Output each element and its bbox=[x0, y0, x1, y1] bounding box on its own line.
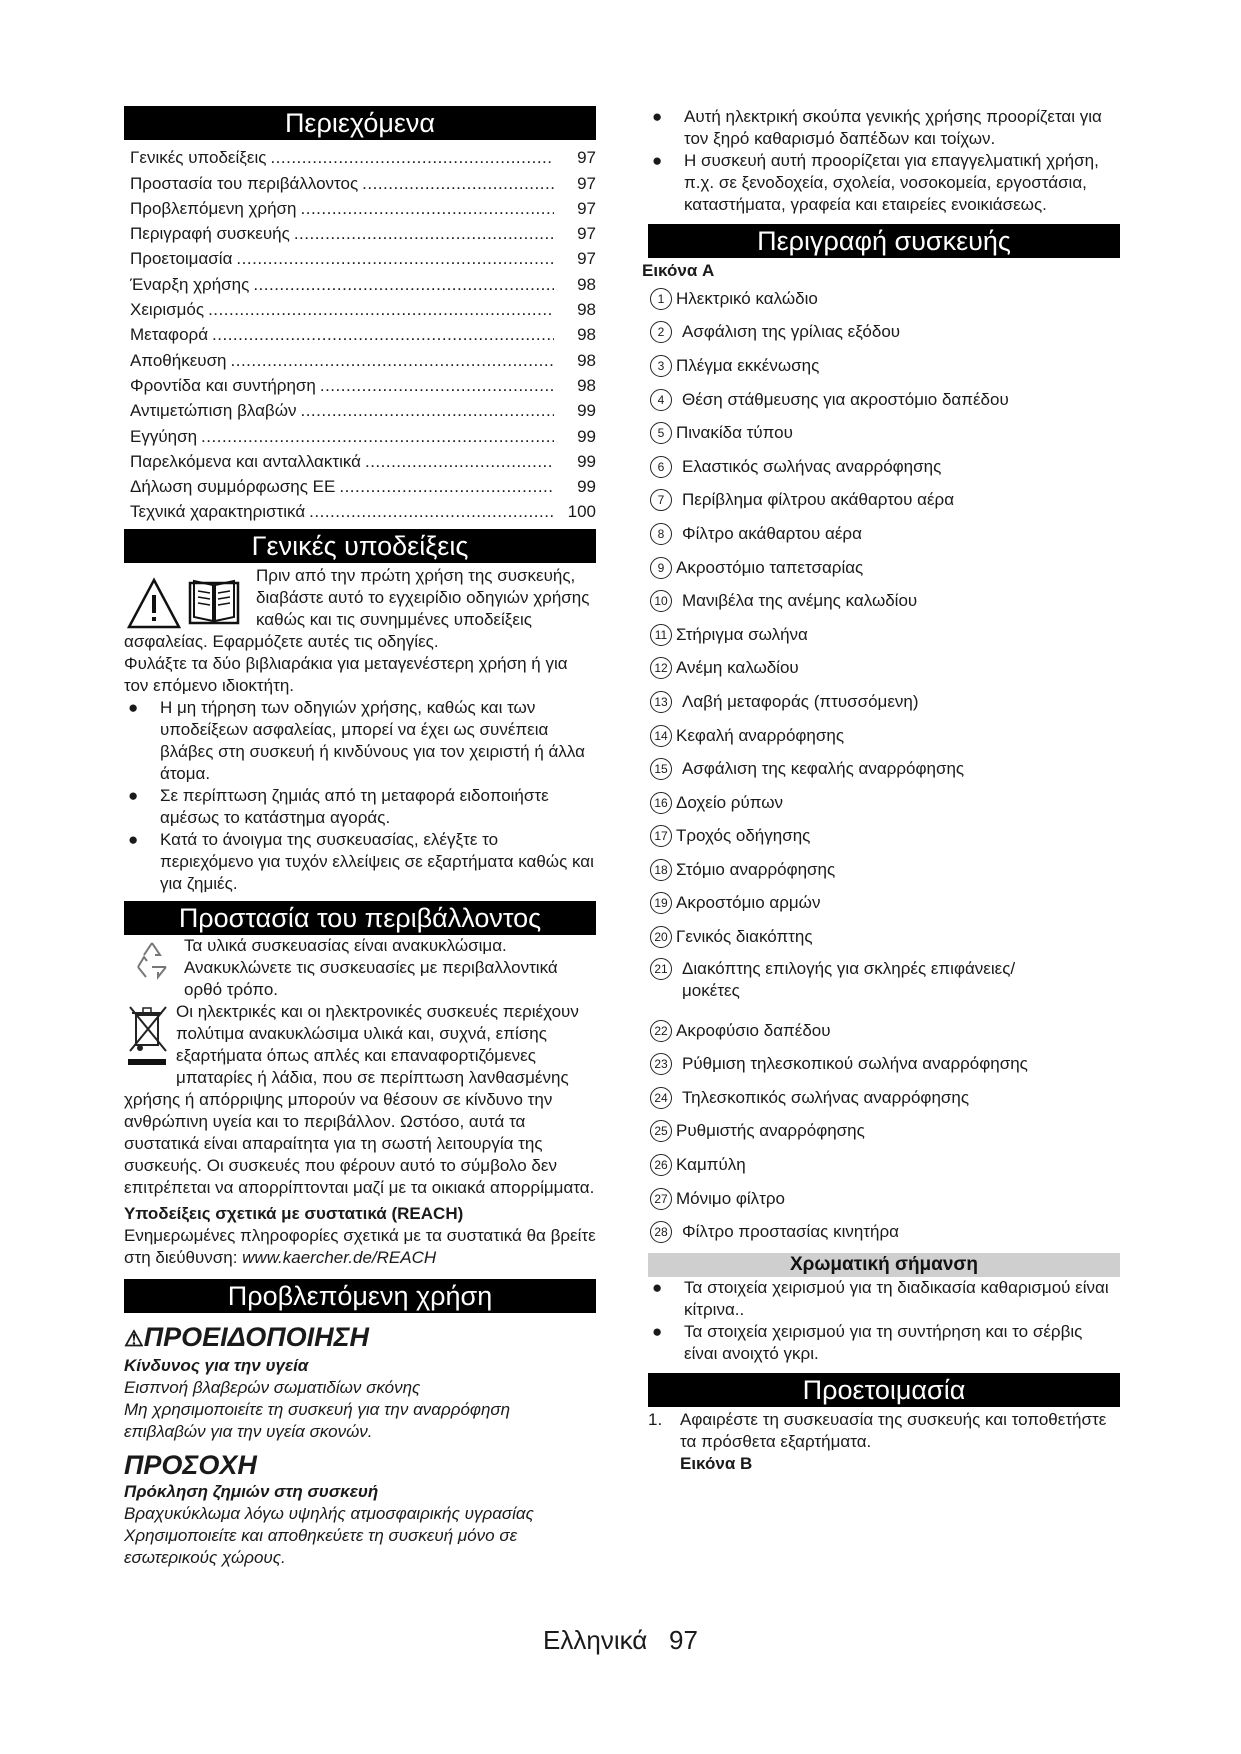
component-label: Ελαστικός σωλήνας αναρρόφησης bbox=[682, 456, 942, 476]
component-number: 11 bbox=[650, 624, 672, 646]
toc-entry[interactable] bbox=[124, 245, 596, 270]
component-item bbox=[648, 1081, 1120, 1115]
preparation-heading: Προετοιμασία bbox=[648, 1373, 1120, 1407]
component-label: Ακροφύσιο δαπέδου bbox=[676, 1020, 831, 1040]
warning-title: ⚠ΠΡΟΕΙΔΟΠΟΙΗΣΗ bbox=[124, 1322, 370, 1353]
crossed-bin-icon bbox=[126, 1003, 170, 1067]
warning-small-icon: ⚠ bbox=[124, 1326, 144, 1352]
component-number: 15 bbox=[650, 758, 672, 780]
caution-line2: Χρησιμοποιείτε και αποθηκεύετε τη συσκευή μόνο σε εσωτερικούς χώρους. bbox=[124, 1526, 518, 1568]
component-item bbox=[648, 383, 1120, 417]
component-label: Ασφάλιση της κεφαλής αναρρόφησης bbox=[682, 759, 965, 779]
component-number: 16 bbox=[650, 792, 672, 814]
component-number: 22 bbox=[650, 1020, 672, 1042]
toc-leader bbox=[294, 223, 554, 245]
general-intro: Πριν από την πρώτη χρήση της συσκευής, διαβάστε αυτό το εγχειρίδιο οδηγιών χρήσης καθώς και τις συνημμένες υποδείξεις ασφαλείας. Εφαρμόζετε αυτές τις οδηγίες. bbox=[124, 566, 590, 652]
toc-list bbox=[124, 144, 596, 523]
component-item bbox=[648, 517, 1120, 551]
component-number: 26 bbox=[650, 1154, 672, 1176]
component-number: 17 bbox=[650, 825, 672, 847]
component-item bbox=[648, 450, 1120, 484]
component-item bbox=[648, 786, 1120, 820]
warning-line1: Εισπνοή βλαβερών σωματιδίων σκόνης bbox=[124, 1378, 421, 1398]
component-number: 18 bbox=[650, 859, 672, 881]
reach-text: Ενημερωμένες πληροφορίες σχετικά με τα συστατικά θα βρείτε στη διεύθυνση: www.kaercher.de/REACH bbox=[124, 1226, 596, 1268]
component-item bbox=[648, 853, 1120, 887]
component-label: Θέση στάθμευσης για ακροστόμιο δαπέδου bbox=[682, 389, 1009, 409]
component-item bbox=[648, 349, 1120, 383]
component-label: Περίβλημα φίλτρου ακάθαρτου αέρα bbox=[682, 490, 955, 510]
toc-entry[interactable] bbox=[124, 270, 596, 295]
toc-entry-title: Περιγραφή συσκευής bbox=[130, 224, 290, 244]
footer-page-number: 97 bbox=[669, 1625, 698, 1655]
component-number: 9 bbox=[650, 557, 672, 579]
component-label: Ασφάλιση της γρίλιας εξόδου bbox=[682, 322, 901, 342]
environment-section bbox=[124, 935, 596, 1269]
toc-entry-title: Προβλεπόμενη χρήση bbox=[130, 198, 297, 218]
component-label: Τηλεσκοπικός σωλήνας αναρρόφησης bbox=[682, 1087, 970, 1107]
reach-link[interactable]: www.kaercher.de/REACH bbox=[242, 1248, 437, 1268]
component-item bbox=[648, 1014, 1120, 1048]
toc-leader bbox=[208, 299, 554, 321]
toc-leader bbox=[201, 426, 554, 448]
toc-leader bbox=[339, 476, 554, 498]
component-number: 8 bbox=[650, 523, 672, 545]
toc-entry-title: Προστασία του περιβάλλοντος bbox=[130, 173, 359, 193]
toc-entry[interactable] bbox=[124, 144, 596, 169]
toc-entry[interactable] bbox=[124, 397, 596, 422]
component-item bbox=[648, 551, 1120, 585]
component-number: 5 bbox=[650, 422, 672, 444]
component-item bbox=[648, 416, 1120, 450]
environment-weee: Οι ηλεκτρικές και οι ηλεκτρονικές συσκευές περιέχουν πολύτιμα ανακυκλώσιμα υλικά και, συχνά, επίσης εξαρτήματα όπως απλές και επαναφορτιζόμενες μπαταρίες ή λάδια, που σε περίπτωση λανθασμένης χρήσης ή απόρριψης μπορούν να θέσουν σε κίνδυνο την ανθρώπινη υγεία και το περιβάλλον. Ωστόσο, αυτά τα συστατικά είναι απαραίτητα για τη σωστή λειτουργία της συσκευής. Οι συσκευές που φέρουν αυτό το σύμβολο δεν επιτρέπεται να απορρίπτονται μαζί με τα οικιακά απορρίμματα. bbox=[124, 1002, 595, 1198]
component-label: Ρυθμιστής αναρρόφησης bbox=[676, 1121, 865, 1141]
component-label: Ηλεκτρικό καλώδιο bbox=[676, 288, 818, 308]
toc-entry-page: 98 bbox=[577, 350, 596, 370]
toc-entry-title: Τεχνικά χαρακτηριστικά bbox=[130, 502, 306, 522]
reach-title: Υποδείξεις σχετικά με συστατικά (REACH) bbox=[124, 1204, 464, 1224]
component-item bbox=[648, 752, 1120, 786]
toc-entry-title: Μεταφορά bbox=[130, 325, 209, 345]
component-item bbox=[648, 1115, 1120, 1149]
component-label: Μόνιμο φίλτρο bbox=[676, 1188, 786, 1208]
component-item bbox=[648, 652, 1120, 686]
component-item bbox=[648, 887, 1120, 921]
component-label: Ακροστόμιο αρμών bbox=[676, 893, 821, 913]
toc-leader bbox=[320, 375, 554, 397]
component-label: Δοχείο ρύπων bbox=[676, 792, 784, 812]
color-coding-heading: Χρωματική σήμανση bbox=[648, 1253, 1120, 1277]
toc-entry-title: Αποθήκευση bbox=[130, 350, 227, 370]
left-column bbox=[124, 106, 596, 1569]
component-item bbox=[648, 484, 1120, 518]
intended-bullet: ● Η συσκευή αυτή προορίζεται για επαγγελματική χρήση, π.χ. σε ξενοδοχεία, σχολεία, νοσοκομεία, εργοστάσια, καταστήματα, γραφεία και εταιρείες ενοικιάσεως. bbox=[652, 151, 1099, 214]
component-label: Ρύθμιση τηλεσκοπικού σωλήνα αναρρόφησης bbox=[682, 1054, 1028, 1074]
component-number: 2 bbox=[650, 321, 672, 343]
toc-entry-title: Προετοιμασία bbox=[130, 249, 233, 269]
toc-entry[interactable] bbox=[124, 169, 596, 194]
component-item bbox=[648, 1215, 1120, 1249]
caution-sub: Πρόκληση ζημιών στη συσκευή bbox=[124, 1482, 379, 1502]
figure-b-label: Εικόνα B bbox=[680, 1454, 753, 1474]
toc-entry-title: Έναρξη χρήσης bbox=[130, 274, 250, 294]
component-label: Πλέγμα εκκένωσης bbox=[676, 355, 820, 375]
component-number: 20 bbox=[650, 926, 672, 948]
toc-entry[interactable] bbox=[124, 473, 596, 498]
component-label: Στόμιο αναρρόφησης bbox=[676, 859, 836, 879]
toc-entry-page: 97 bbox=[577, 224, 596, 244]
component-label: Ανέμη καλωδίου bbox=[676, 658, 799, 678]
component-label: Φίλτρο προστασίας κινητήρα bbox=[682, 1222, 899, 1242]
component-number: 4 bbox=[650, 389, 672, 411]
component-item bbox=[648, 584, 1120, 618]
component-number: 21 bbox=[650, 958, 672, 980]
component-number: 13 bbox=[650, 691, 672, 713]
component-number: 12 bbox=[650, 657, 672, 679]
component-item bbox=[648, 820, 1120, 854]
toc-entry-page: 98 bbox=[577, 300, 596, 320]
preparation-step: 1. Αφαιρέστε τη συσκευασία της συσκευής και τοποθετήστε τα πρόσθετα εξαρτήματα. Εικόνα B bbox=[648, 1410, 1107, 1474]
component-item bbox=[648, 1182, 1120, 1216]
footer-language: Ελληνικά bbox=[543, 1625, 648, 1655]
toc-entry[interactable] bbox=[124, 372, 596, 397]
toc-entry[interactable] bbox=[124, 498, 596, 523]
toc-entry[interactable] bbox=[124, 296, 596, 321]
toc-entry-page: 99 bbox=[577, 477, 596, 497]
warning-sub: Κίνδυνος για την υγεία bbox=[124, 1356, 309, 1376]
toc-leader bbox=[270, 147, 554, 169]
manual-book-icon bbox=[186, 573, 242, 627]
general-keep: Φυλάξτε τα δύο βιβλιαράκια για μεταγενέστερη χρήση ή για τον επόμενο ιδιοκτήτη. bbox=[124, 654, 568, 696]
toc-entry-title: Δήλωση συμμόρφωσης ΕΕ bbox=[130, 477, 336, 497]
toc-entry[interactable] bbox=[124, 321, 596, 346]
component-label: Στήριγμα σωλήνα bbox=[676, 624, 808, 644]
general-heading: Γενικές υποδείξεις bbox=[124, 529, 596, 563]
component-list bbox=[648, 282, 1120, 1249]
component-item bbox=[648, 685, 1120, 719]
component-label: Φίλτρο ακάθαρτου αέρα bbox=[682, 523, 862, 543]
component-label: Πινακίδα τύπου bbox=[676, 423, 793, 443]
component-number: 7 bbox=[650, 489, 672, 511]
toc-entry-title: Χειρισμός bbox=[130, 300, 205, 320]
component-number: 1 bbox=[650, 288, 672, 310]
intended-bullet: ● Αυτή ηλεκτρική σκούπα γενικής χρήσης προορίζεται για τον ξηρό καθαρισμό δαπέδων και τοίχων. bbox=[652, 107, 1102, 148]
toc-leader bbox=[300, 400, 554, 422]
component-number: 23 bbox=[650, 1053, 672, 1075]
general-bullet: ● Σε περίπτωση ζημιάς από τη μεταφορά ειδοποιήστε αμέσως το κατάστημα αγοράς. bbox=[128, 786, 549, 828]
toc-entry[interactable] bbox=[124, 346, 596, 371]
component-item bbox=[648, 719, 1120, 753]
toc-entry-page: 97 bbox=[577, 148, 596, 168]
warning-line2: Μη χρησιμοποιείτε τη συσκευή για την αναρρόφηση επιβλαβών για την υγεία σκονών. bbox=[124, 1400, 511, 1442]
component-item bbox=[648, 1047, 1120, 1081]
component-number: 3 bbox=[650, 355, 672, 377]
toc-entry-page: 97 bbox=[577, 198, 596, 218]
general-bullet: ● Η μη τήρηση των οδηγιών χρήσης, καθώς και των υποδείξεων ασφαλείας, μπορεί να έχει ως συνέπεια βλάβες στη συσκευή ή κινδύνους για τον χειριστή ή άλλα άτομα. bbox=[128, 698, 585, 784]
component-number: 28 bbox=[650, 1221, 672, 1243]
component-number: 6 bbox=[650, 456, 672, 478]
caution-line1: Βραχυκύκλωμα λόγω υψηλής ατμοσφαιρικής υγρασίας bbox=[124, 1504, 534, 1524]
toc-entry-title: Παρελκόμενα και ανταλλακτικά bbox=[130, 451, 361, 471]
toc-entry[interactable] bbox=[124, 195, 596, 220]
component-number: 24 bbox=[650, 1087, 672, 1109]
component-label: Διακόπτης επιλογής για σκληρές επιφάνειες/ μοκέτες bbox=[682, 958, 1016, 1000]
toc-entry[interactable] bbox=[124, 422, 596, 447]
toc-leader bbox=[362, 173, 554, 195]
caution-title: ΠΡΟΣΟΧΗ bbox=[124, 1450, 257, 1481]
toc-entry-page: 98 bbox=[577, 325, 596, 345]
toc-entry-title: Αντιμετώπιση βλαβών bbox=[130, 401, 297, 421]
page-footer bbox=[0, 1624, 1241, 1656]
toc-entry-page: 100 bbox=[567, 502, 596, 522]
component-item bbox=[648, 954, 1120, 1014]
intended-use-heading: Προβλεπόμενη χρήση bbox=[124, 1279, 596, 1313]
right-column bbox=[642, 106, 1120, 1475]
component-label: Γενικός διακόπτης bbox=[676, 927, 813, 947]
component-label: Λαβή μεταφοράς (πτυσσόμενη) bbox=[682, 691, 919, 711]
component-number: 25 bbox=[650, 1120, 672, 1142]
toc-entry-page: 97 bbox=[577, 173, 596, 193]
component-number: 14 bbox=[650, 725, 672, 747]
toc-leader bbox=[301, 198, 555, 220]
recycle-icon bbox=[130, 937, 174, 981]
figure-a-label: Εικόνα A bbox=[642, 261, 715, 280]
environment-recycle: Τα υλικά συσκευασίας είναι ανακυκλώσιμα. Ανακυκλώνετε τις συσκευασίες με περιβαλλοντικά ορθό τρόπο. bbox=[184, 936, 558, 1000]
toc-leader bbox=[231, 350, 554, 372]
toc-entry-page: 97 bbox=[577, 249, 596, 269]
toc-leader bbox=[365, 451, 554, 473]
warning-triangle-icon bbox=[126, 577, 182, 631]
component-number: 10 bbox=[650, 590, 672, 612]
component-item bbox=[648, 618, 1120, 652]
toc-leader bbox=[212, 324, 554, 346]
toc-entry-page: 99 bbox=[577, 401, 596, 421]
component-label: Μανιβέλα της ανέμης καλωδίου bbox=[682, 591, 918, 611]
component-number: 27 bbox=[650, 1188, 672, 1210]
component-number: 19 bbox=[650, 892, 672, 914]
component-label: Καμπύλη bbox=[676, 1155, 746, 1175]
color-bullet: ● Τα στοιχεία χειρισμού για τη διαδικασία καθαρισμού είναι κίτρινα.. bbox=[652, 1278, 1109, 1320]
environment-heading: Προστασία του περιβάλλοντος bbox=[124, 901, 596, 935]
intended-use-section bbox=[124, 1321, 596, 1569]
toc-entry-title: Φροντίδα και συντήρηση bbox=[130, 375, 316, 395]
toc-heading: Περιεχόμενα bbox=[124, 106, 596, 140]
general-section bbox=[124, 565, 596, 895]
toc-entry-page: 98 bbox=[577, 375, 596, 395]
component-label: Κεφαλή αναρρόφησης bbox=[676, 725, 845, 745]
toc-entry-page: 99 bbox=[577, 426, 596, 446]
toc-entry-page: 98 bbox=[577, 274, 596, 294]
toc-entry-title: Γενικές υποδείξεις bbox=[130, 148, 267, 168]
component-label: Τροχός οδήγησης bbox=[676, 826, 811, 846]
component-item bbox=[648, 1148, 1120, 1182]
general-bullet: ● Κατά το άνοιγμα της συσκευασίας, ελέγξτε το περιεχόμενο για τυχόν ελλείψεις σε εξαρτήματα καθώς και για ζημιές. bbox=[128, 830, 594, 894]
color-bullet: ● Τα στοιχεία χειρισμού για τη συντήρηση και το σέρβις είναι ανοιχτό γκρι. bbox=[652, 1322, 1083, 1364]
toc-entry-page: 99 bbox=[577, 451, 596, 471]
toc-leader bbox=[253, 274, 554, 296]
toc-leader bbox=[236, 248, 554, 270]
component-label: Ακροστόμιο ταπετσαρίας bbox=[676, 557, 864, 577]
toc-entry-title: Εγγύηση bbox=[130, 426, 198, 446]
toc-entry[interactable] bbox=[124, 220, 596, 245]
toc-entry[interactable] bbox=[124, 448, 596, 473]
description-heading: Περιγραφή συσκευής bbox=[648, 224, 1120, 258]
component-item bbox=[648, 316, 1120, 350]
component-item bbox=[648, 920, 1120, 954]
toc-leader bbox=[309, 501, 554, 523]
component-item bbox=[648, 282, 1120, 316]
